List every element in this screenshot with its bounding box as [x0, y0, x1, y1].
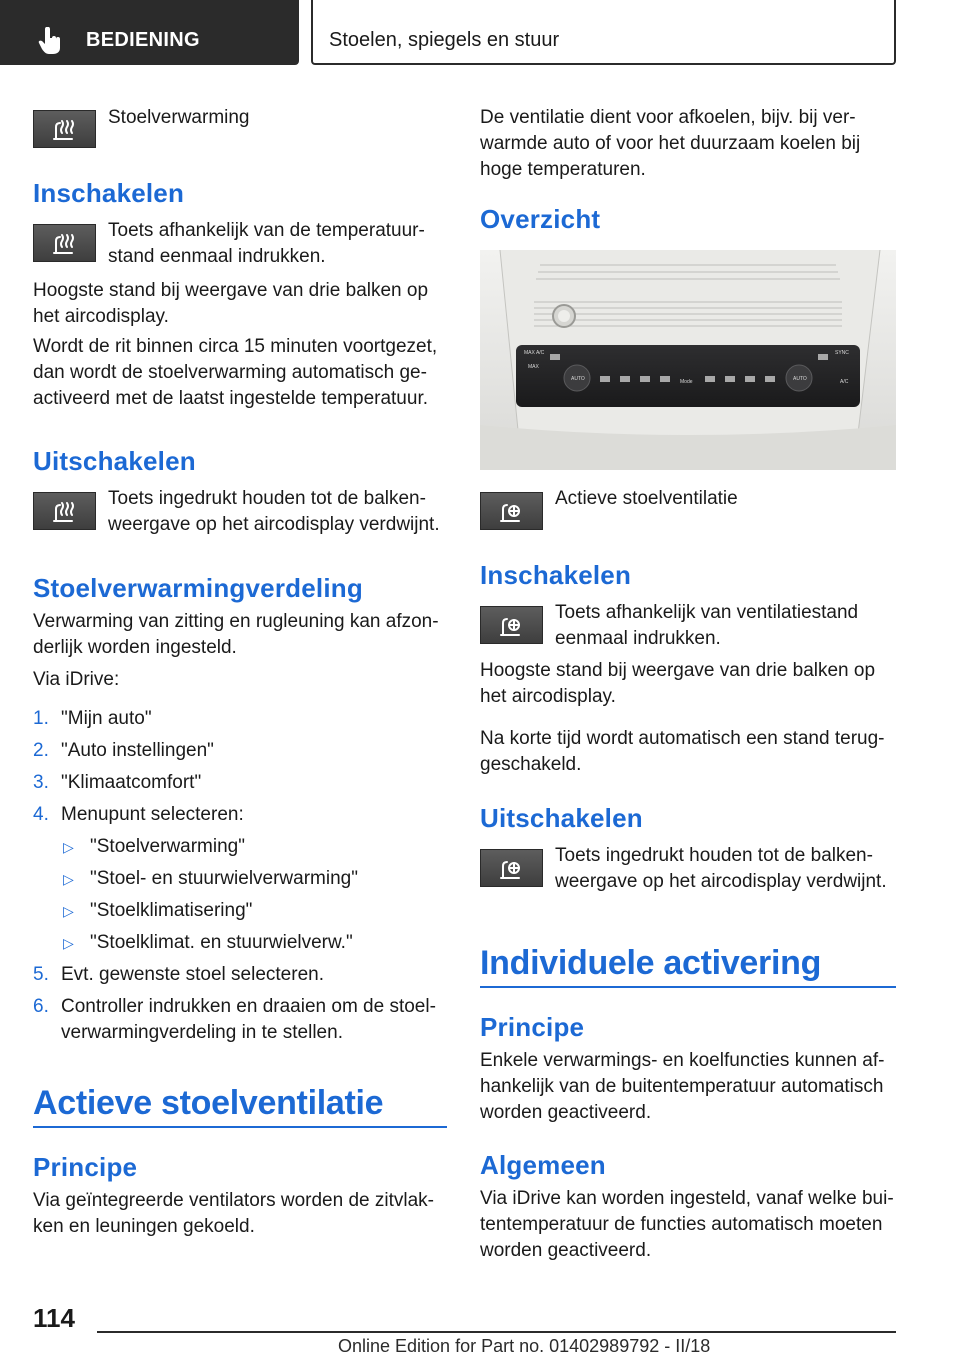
- paragraph: Via iDrive kan worden ingesteld, vanaf welke bui- tentemperatuur de functies automatisch moeten worden geactiveerd.: [480, 1188, 894, 1261]
- panel-label-mode: Mode: [680, 379, 693, 385]
- list-number: 5.: [33, 964, 49, 985]
- seat-ventilation-icon: [480, 492, 543, 530]
- pointing-hand-icon: [38, 27, 64, 55]
- heading-overview: Overzicht: [480, 204, 601, 234]
- paragraph: Via iDrive:: [33, 669, 120, 690]
- step-off-text: Toets ingedrukt houden tot de balken- weergave op het aircodisplay verdwijnt.: [108, 488, 440, 535]
- paragraph: Via geïntegreerde ventilators worden de zitvlak- ken en leuningen gekoeld.: [33, 1190, 434, 1237]
- sub-list-item: "Stoelklimatisering": [90, 900, 253, 921]
- list-number: 1.: [33, 708, 49, 729]
- paragraph: Wordt de rit binnen circa 15 minuten voortgezet, dan wordt de stoelverwarming automatisch ge- activeerd met de laatst ingestelde temperatuur.: [33, 336, 438, 409]
- page-number: 114: [33, 1303, 75, 1333]
- heading-individual-activation: Individuele activering: [480, 944, 822, 982]
- panel-label-sync: SYNC: [835, 350, 849, 356]
- list-item: Controller indrukken en draaien om de stoel- verwarmingverdeling in te stellen.: [61, 996, 436, 1043]
- list-number: 4.: [33, 804, 49, 825]
- heading-off: Uitschakelen: [33, 446, 196, 476]
- seat-ventilation-icon: [480, 849, 543, 887]
- step-off-text: Toets ingedrukt houden tot de balken- weergave op het aircodisplay verdwijnt.: [555, 845, 887, 892]
- bullet-triangle-icon: ▷: [63, 903, 74, 919]
- panel-label-auto-right: AUTO: [793, 376, 807, 382]
- footer-edition: Online Edition for Part no. 01402989792 - II/18: [338, 1336, 711, 1356]
- step-on-text: Toets afhankelijk van de temperatuur- stand eenmaal indrukken.: [108, 220, 425, 267]
- paragraph: De ventilatie dient voor afkoelen, bijv. bij ver- warmde auto of voor het duurzaam koelen bij hoge temperaturen.: [480, 107, 861, 180]
- sub-list-item: "Stoel- en stuurwielverwarming": [90, 868, 358, 889]
- chapter-box: [311, 0, 896, 65]
- climate-control-panel-photo: [480, 250, 896, 470]
- heading-rule: [33, 1126, 447, 1128]
- heading-distribution: Stoelverwarmingverdeling: [33, 573, 363, 603]
- list-item: "Auto instellingen": [61, 740, 214, 761]
- step-on-text: Toets afhankelijk van ventilatiestand eenmaal indrukken.: [555, 602, 859, 649]
- list-item: Menupunt selecteren:: [61, 804, 244, 825]
- sub-list-item: "Stoelklimat. en stuurwielverw.": [90, 932, 353, 953]
- seat-heating-caption: Stoelverwarming: [108, 107, 250, 128]
- list-item: Evt. gewenste stoel selecteren.: [61, 964, 324, 985]
- bullet-triangle-icon: ▷: [63, 839, 74, 855]
- heading-active-ventilation: Actieve stoelventilatie: [33, 1084, 384, 1122]
- list-item: "Klimaatcomfort": [61, 772, 202, 793]
- paragraph: Na korte tijd wordt automatisch een stand terug- geschakeld.: [480, 728, 885, 775]
- heading-rule: [480, 986, 896, 988]
- panel-label-max: MAX: [528, 364, 539, 370]
- heading-on: Inschakelen: [480, 560, 632, 590]
- bullet-triangle-icon: ▷: [63, 871, 74, 887]
- heading-principle: Principe: [480, 1012, 585, 1042]
- sub-list-item: "Stoelverwarming": [90, 836, 245, 857]
- bullet-triangle-icon: ▷: [63, 935, 74, 951]
- list-item: "Mijn auto": [61, 708, 152, 729]
- heading-off: Uitschakelen: [480, 803, 643, 833]
- seat-heating-icon: [33, 110, 96, 148]
- paragraph: Hoogste stand bij weergave van drie balken op het aircodisplay.: [480, 660, 876, 707]
- panel-label-max-ac: MAX A/C: [524, 350, 545, 356]
- footer-rule: [97, 1331, 896, 1333]
- seat-heating-icon: [33, 492, 96, 530]
- paragraph: Enkele verwarmings- en koelfuncties kunnen af- hankelijk van de buitentemperatuur automatisch worden geactiveerd.: [480, 1050, 885, 1123]
- list-number: 6.: [33, 996, 49, 1017]
- heading-general: Algemeen: [480, 1150, 606, 1180]
- section-label: BEDIENING: [86, 29, 200, 51]
- heading-on: Inschakelen: [33, 178, 185, 208]
- section-tab: [0, 0, 299, 65]
- seat-heating-icon: [33, 224, 96, 262]
- list-number: 2.: [33, 740, 49, 761]
- chapter-label: Stoelen, spiegels en stuur: [329, 29, 560, 51]
- seat-ventilation-icon: [480, 606, 543, 644]
- panel-label-ac: A/C: [840, 379, 849, 385]
- panel-label-auto-left: AUTO: [571, 376, 585, 382]
- paragraph: Verwarming van zitting en rugleuning kan afzon- derlijk worden ingesteld.: [33, 611, 439, 658]
- list-number: 3.: [33, 772, 49, 793]
- paragraph: Hoogste stand bij weergave van drie balken op het aircodisplay.: [33, 280, 429, 327]
- heading-principle: Principe: [33, 1152, 138, 1182]
- seat-ventilation-caption: Actieve stoelventilatie: [555, 488, 738, 509]
